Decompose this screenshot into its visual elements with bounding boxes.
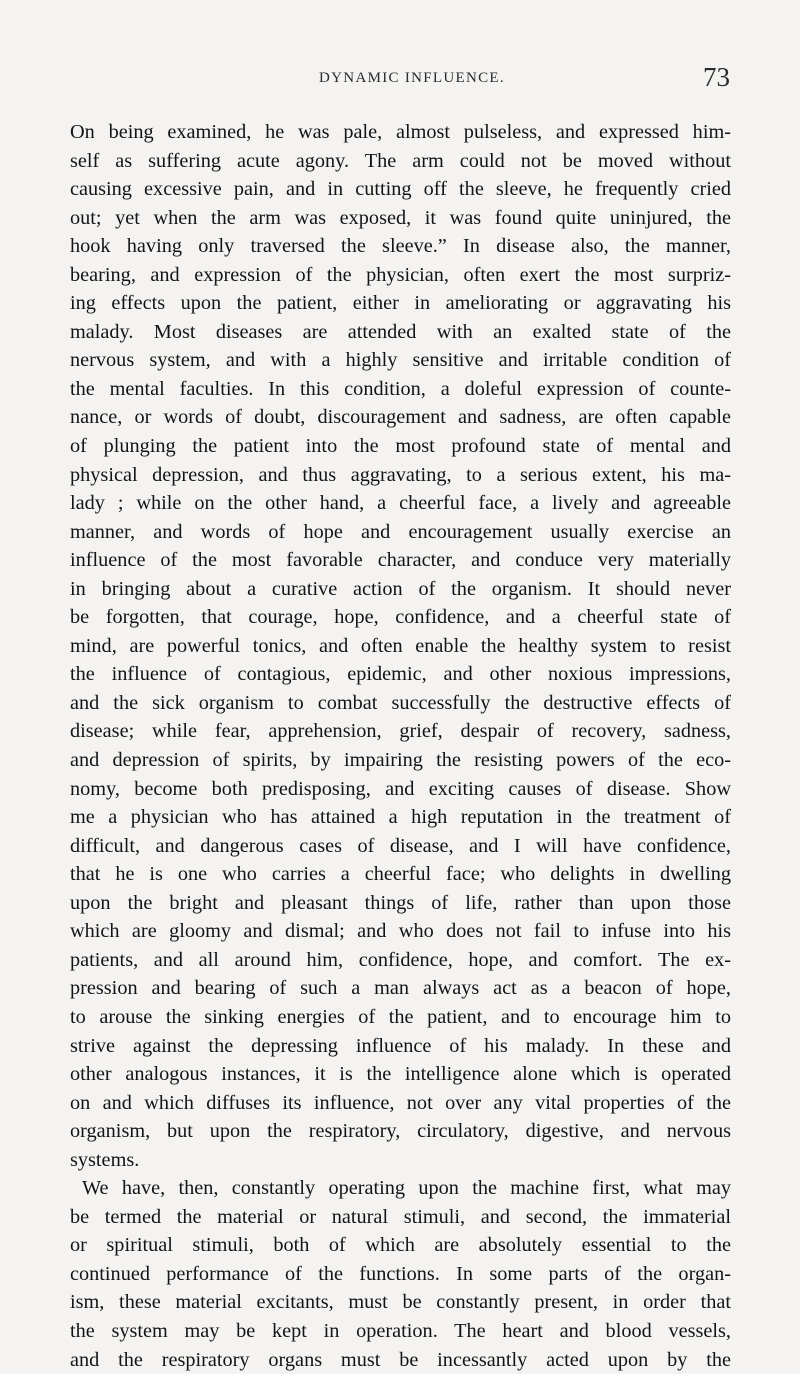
text-line: and depression of spirits, by impairing the resisting powers of the eco- <box>70 749 731 772</box>
paragraph-end-line: systems. <box>70 1148 140 1171</box>
text-line: me a physician who has attained a high reputation in the treatment of <box>70 806 731 829</box>
text-line: physical depression, and thus aggravating, to a serious extent, his ma- <box>70 463 731 486</box>
text-line: be termed the material or natural stimuli, and second, the immaterial <box>70 1205 731 1228</box>
text-line: organism, but upon the respiratory, circulatory, digestive, and nervous <box>70 1120 731 1143</box>
text-line: in bringing about a curative action of the organism. It should never <box>70 577 731 600</box>
text-line: self as suffering acute agony. The arm could not be moved without <box>70 149 731 172</box>
text-line: the influence of contagious, epidemic, and other noxious impressions, <box>70 663 731 686</box>
text-line: and the sick organism to combat successfully the destructive effects of <box>70 691 731 714</box>
text-line: of plunging the patient into the most profound state of mental and <box>70 435 731 458</box>
body-text <box>70 118 731 1374</box>
text-line: nomy, become both predisposing, and exciting causes of disease. Show <box>70 777 731 800</box>
text-line: to arouse the sinking energies of the patient, and to encourage him to <box>70 1005 731 1028</box>
text-line: bearing, and expression of the physician, often exert the most surpriz- <box>70 263 731 286</box>
text-line: be forgotten, that courage, hope, confidence, and a cheerful state of <box>70 606 731 629</box>
text-line: pression and bearing of such a man always act as a beacon of hope, <box>70 977 731 1000</box>
text-line: hook having only traversed the sleeve.” In disease also, the manner, <box>70 235 731 258</box>
text-line: malady. Most diseases are attended with an exalted state of the <box>70 320 731 343</box>
text-line: upon the bright and pleasant things of life, rather than upon those <box>70 891 731 914</box>
text-line: ing effects upon the patient, either in ameliorating or aggravating his <box>70 292 731 315</box>
text-line: which are gloomy and dismal; and who does not fail to infuse into his <box>70 920 731 943</box>
text-line: difficult, and dangerous cases of disease, and I will have confidence, <box>70 834 731 857</box>
text-line: out; yet when the arm was exposed, it was found quite uninjured, the <box>70 206 731 229</box>
text-line: nervous system, and with a highly sensitive and irritable condition of <box>70 349 731 372</box>
text-line: manner, and words of hope and encouragement usually exercise an <box>70 520 731 543</box>
text-line: On being examined, he was pale, almost pulseless, and expressed him- <box>70 121 731 143</box>
text-line: disease; while fear, apprehension, grief, despair of recovery, sadness, <box>70 720 731 743</box>
text-line: patients, and all around him, confidence, hope, and comfort. The ex- <box>70 948 731 971</box>
paragraph-start-line: We have, then, constantly operating upon the machine first, what may <box>82 1177 731 1200</box>
text-line: lady ; while on the other hand, a cheerful face, a lively and agreeable <box>70 492 731 515</box>
text-line: and the respiratory organs must be incessantly acted upon by the <box>70 1348 731 1371</box>
text-line: the system may be kept in operation. The heart and blood vessels, <box>70 1319 731 1342</box>
running-head: DYNAMIC INFLUENCE. <box>319 70 505 86</box>
text-line: the mental faculties. In this condition, a doleful expression of counte- <box>70 377 731 400</box>
text-line: strive against the depressing influence of his malady. In these and <box>70 1034 731 1057</box>
text-line: influence of the most favorable character, and conduce very materially <box>70 549 731 572</box>
text-line: nance, or words of doubt, discouragement and sadness, are often capable <box>70 406 731 429</box>
text-line: that he is one who carries a cheerful face; who delights in dwelling <box>70 863 731 886</box>
page-number: 73 <box>703 62 730 92</box>
text-line: mind, are powerful tonics, and often enable the healthy system to resist <box>70 634 731 657</box>
page-header <box>0 64 800 98</box>
text-line: ism, these material excitants, must be constantly present, in order that <box>70 1291 731 1314</box>
text-line: on and which diffuses its influence, not over any vital properties of the <box>70 1091 731 1114</box>
text-line: other analogous instances, it is the intelligence alone which is operated <box>70 1063 731 1086</box>
text-line: continued performance of the functions. In some parts of the organ- <box>70 1262 731 1285</box>
text-line: or spiritual stimuli, both of which are absolutely essential to the <box>70 1234 731 1257</box>
text-line: causing excessive pain, and in cutting off the sleeve, he frequently cried <box>70 178 731 201</box>
